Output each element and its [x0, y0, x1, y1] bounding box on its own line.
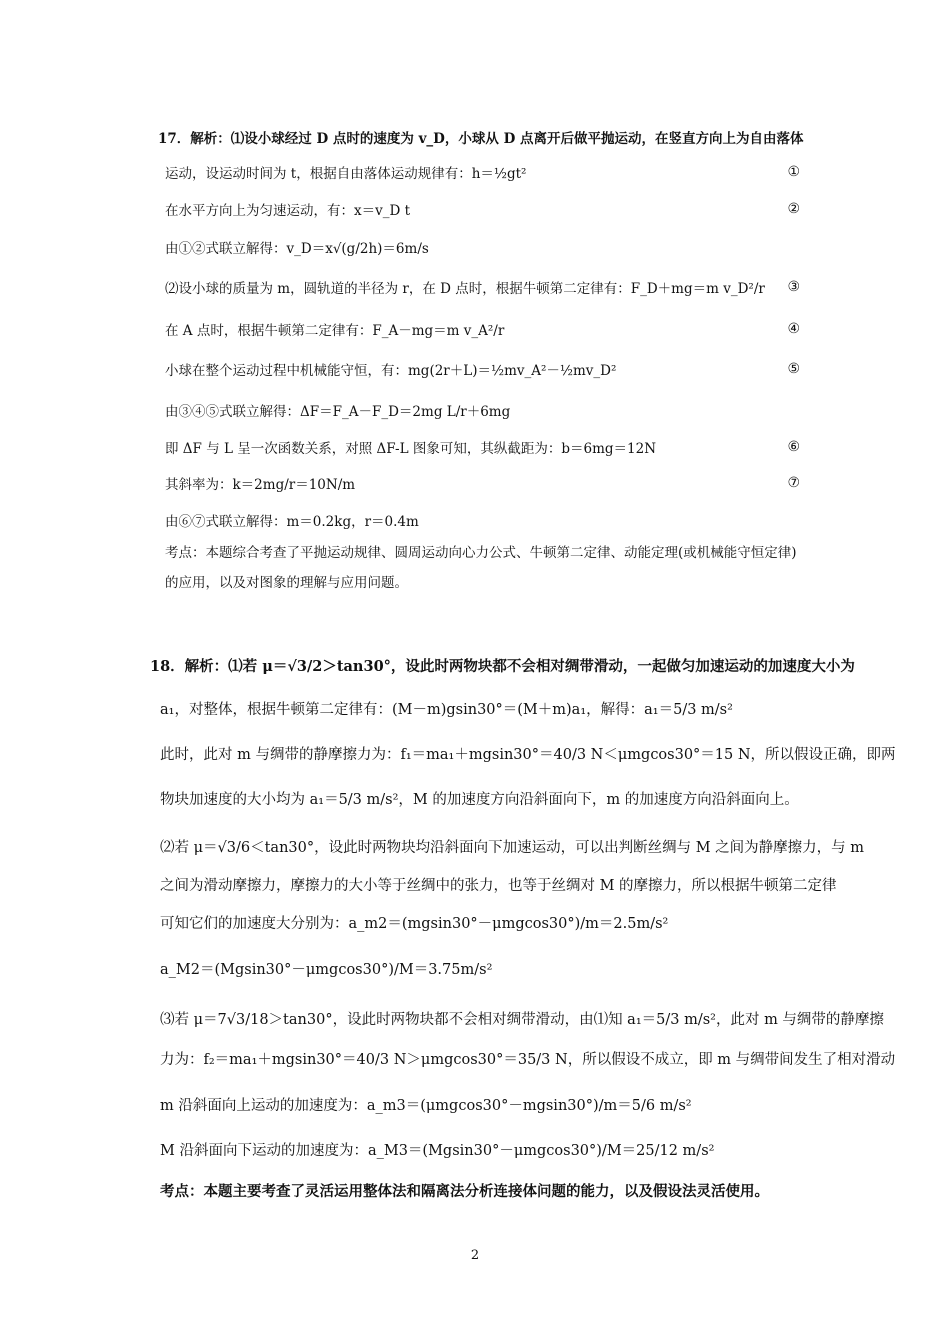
eq-number-7: ⑦ [787, 475, 800, 491]
q18-line-3: 此时，此对 m 与绸带的静摩擦力为：f₁＝ma₁＋mgsin30°＝40/3 N＜μmgcos30°＝15 N，所以假设正确，即两 [160, 747, 896, 763]
q17-kaodian: 考点：本题综合考查了平抛运动规律、圆周运动向心力公式、牛顿第二定律、动能定理(或机械能守恒定律) [165, 545, 797, 561]
q17-line-9: 即 ΔF 与 L 呈一次函数关系，对照 ΔF-L 图象可知，其纵截距为：b＝6mg＝12N [165, 441, 657, 457]
eq-number-3: ③ [787, 279, 800, 295]
q18-kaodian: 考点：本题主要考查了灵活运用整体法和隔离法分析连接体问题的能力，以及假设法灵活使用。 [160, 1183, 769, 1200]
q17-line-3: 在水平方向上为匀速运动，有：x＝v_D t [165, 203, 411, 219]
q18-line-1: 18．解析：⑴若 μ＝√3/2＞tan30°，设此时两物块都不会相对绸带滑动，一起做匀加速运动的加速度大小为 [150, 658, 855, 675]
q17-line-6: 在 A 点时，根据牛顿第二定律有：F_A－mg＝m v_A²/r [165, 323, 505, 339]
q18-line-10: 力为：f₂＝ma₁＋mgsin30°＝40/3 N＞μmgcos30°＝35/3 N，所以假设不成立，即 m 与绸带间发生了相对滑动 [160, 1052, 896, 1068]
q17-line-5: ⑵设小球的质量为 m，圆轨道的半径为 r，在 D 点时，根据牛顿第二定律有：F_D＋mg＝m v_D²/r [165, 281, 765, 297]
q18-line-9: ⑶若 μ＝7√3/18＞tan30°，设此时两物块都不会相对绸带滑动，由⑴知 a₁＝5/3 m/s²，此对 m 与绸带的静摩擦 [160, 1012, 884, 1028]
eq-number-4: ④ [787, 321, 800, 337]
q18-line-4: 物块加速度的大小均为 a₁＝5/3 m/s²，M 的加速度方向沿斜面向下，m 的加速度方向沿斜面向上。 [160, 792, 799, 808]
q17-line-11: 由⑥⑦式联立解得：m＝0.2kg，r＝0.4m [165, 514, 419, 530]
q17-line-1: 17．解析：⑴设小球经过 D 点时的速度为 v_D，小球从 D 点离开后做平抛运动，在竖直方向上为自由落体 [158, 131, 804, 147]
q18-line-7: 可知它们的加速度大分别为：a_m2＝(mgsin30°－μmgcos30°)/m＝2.5m/s² [160, 916, 669, 932]
eq-number-6: ⑥ [787, 439, 800, 455]
eq-number-2: ② [787, 201, 800, 217]
page-number: 2 [470, 1248, 480, 1263]
q17-line-8: 由③④⑤式联立解得：ΔF＝F_A－F_D＝2mg L/r＋6mg [165, 404, 511, 420]
q17-line-10: 其斜率为：k＝2mg/r＝10N/m [165, 477, 356, 493]
q18-line-2: a₁，对整体，根据牛顿第二定律有：(M－m)gsin30°＝(M＋m)a₁，解得：a₁＝5/3 m/s² [160, 702, 733, 718]
q18-line-11: m 沿斜面向上运动的加速度为：a_m3＝(μmgcos30°－mgsin30°)/m＝5/6 m/s² [160, 1098, 692, 1114]
eq-number-1: ① [787, 164, 800, 180]
q18-line-6: 之间为滑动摩擦力，摩擦力的大小等于丝绸中的张力，也等于丝绸对 M 的摩擦力，所以根据牛顿第二定律 [160, 878, 837, 894]
q18-line-12: M 沿斜面向下运动的加速度为：a_M3＝(Mgsin30°－μmgcos30°)/M＝25/12 m/s² [160, 1143, 715, 1159]
q18-line-8: a_M2＝(Mgsin30°－μmgcos30°)/M＝3.75m/s² [160, 962, 493, 978]
eq-number-5: ⑤ [787, 361, 800, 377]
q18-line-5: ⑵若 μ＝√3/6＜tan30°，设此时两物块均沿斜面向下加速运动，可以出判断丝绸与 M 之间为静摩擦力，与 m [160, 840, 865, 856]
q17-line-4: 由①②式联立解得：v_D＝x√(g/2h)＝6m/s [165, 241, 429, 257]
q17-kaodian-cont: 的应用，以及对图象的理解与应用问题。 [165, 575, 408, 591]
q17-line-7: 小球在整个运动过程中机械能守恒，有：mg(2r＋L)＝½mv_A²－½mv_D² [165, 363, 617, 379]
q17-line-2: 运动，设运动时间为 t，根据自由落体运动规律有：h＝½gt² [165, 166, 527, 182]
